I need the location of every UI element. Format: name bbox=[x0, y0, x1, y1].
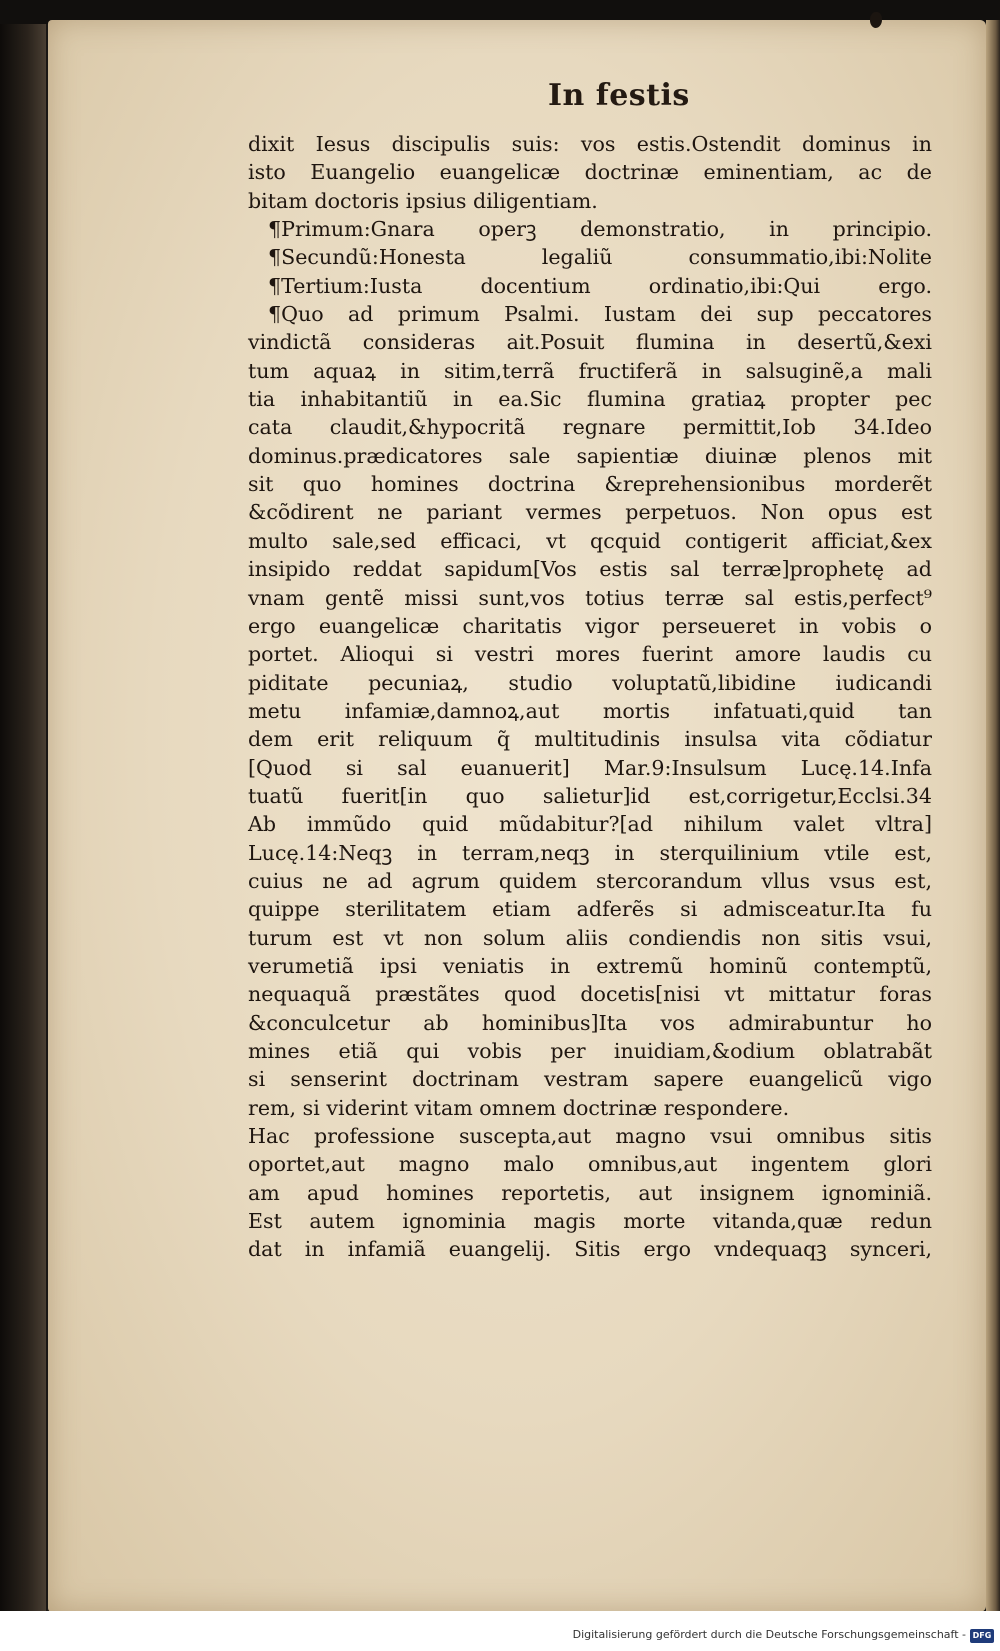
text-line: mines etiã qui vobis per inuidiam,&odium oblatrabãt bbox=[248, 1039, 932, 1063]
text-line: tum aquaꝝ in sitim,terrã fructiferã in salsuginẽ,a mali bbox=[248, 358, 932, 383]
text-line: Est autem ignominia magis morte vitanda,quæ redun bbox=[248, 1209, 932, 1234]
book-binding bbox=[0, 0, 46, 1651]
dfg-logo: DFG bbox=[970, 1629, 994, 1643]
body-text bbox=[248, 130, 932, 1264]
funding-notice: Digitalisierung gefördert durch die Deutsche Forschungsgemeinschaft - bbox=[572, 1628, 966, 1641]
text-line: tia inhabitantiũ in ea.Sic flumina gratiaꝝ propter pec bbox=[248, 387, 932, 412]
text-line: insipido reddat sapidum[Vos estis sal terræ]prophetę ad bbox=[248, 557, 932, 582]
text-line: cuius ne ad agrum quidem stercorandum vllus vsus est, bbox=[248, 868, 932, 893]
page-edge bbox=[986, 20, 1000, 1612]
text-line: Hac professione suscepta,aut magno vsui omnibus sitis bbox=[248, 1124, 932, 1149]
text-line: sit quo homines doctrina &reprehensionibus morderẽt bbox=[248, 472, 932, 497]
text-line: multo sale,sed efficaci, vt qcquid contigerit afficiat,&ex bbox=[248, 528, 932, 553]
text-line: ¶Secundũ:Honesta legaliũ consummatio,ibi:Nolite bbox=[268, 245, 932, 270]
text-line: vindictã consideras ait.Posuit flumina in desertũ,&exi bbox=[248, 330, 932, 355]
text-line: ¶Tertium:Iusta docentium ordinatio,ibi:Qui ergo. bbox=[268, 273, 932, 298]
running-head: In festis bbox=[548, 78, 690, 113]
text-line: am apud homines reportetis, aut insignem ignominiã. bbox=[248, 1180, 932, 1205]
text-line: dat in infamiã euangelij. Sitis ergo vndequaqꝫ synceri, bbox=[248, 1237, 932, 1262]
text-line: &cõdirent ne pariant vermes perpetuos. Non opus est bbox=[248, 500, 932, 525]
text-line: dixit Iesus discipulis suis: vos estis.Ostendit dominus in bbox=[248, 132, 932, 156]
text-line: cata claudit,&hypocritã regnare permittit,Iob 34.Ideo bbox=[248, 415, 932, 440]
text-line: dominus.prædicatores sale sapientiæ diuinæ plenos mit bbox=[248, 443, 932, 468]
text-line: Ab immũdo quid mũdabitur?[ad nihilum valet vltra] bbox=[248, 812, 932, 837]
text-line: rem, si viderint vitam omnem doctrinæ respondere. bbox=[248, 1095, 790, 1120]
text-line: si senserint doctrinam vestram sapere euangelicũ vigo bbox=[248, 1067, 932, 1092]
text-line: isto Euangelio euangelicæ doctrinæ eminentiam, ac de bbox=[248, 160, 932, 185]
text-line: &conculcetur ab hominibus]Ita vos admirabuntur ho bbox=[248, 1010, 932, 1035]
text-line: ¶Quo ad primum Psalmi. Iustam dei sup peccatores bbox=[268, 302, 932, 327]
text-line: bitam doctoris ipsius diligentiam. bbox=[248, 188, 598, 213]
text-line: nequaquã præstãtes quod docetis[nisi vt mittatur foras bbox=[248, 982, 932, 1007]
text-line: vnam gentẽ missi sunt,vos totius terræ sal estis,perfect⁹ bbox=[248, 585, 932, 610]
text-line: quippe sterilitatem etiam adferẽs si admisceatur.Ita fu bbox=[248, 897, 932, 922]
text-line: piditate pecuniaꝝ, studio voluptatũ,libidine iudicandi bbox=[248, 670, 932, 695]
text-line: tuatũ fuerit[in quo salietur]id est,corrigetur,Ecclsi.34 bbox=[248, 783, 932, 808]
digitization-footer bbox=[0, 1611, 1000, 1651]
text-line: Lucę.14:Neqꝫ in terram,neqꝫ in sterquilinium vtile est, bbox=[248, 840, 932, 865]
text-line: portet. Alioqui si vestri mores fuerint amore laudis cu bbox=[248, 642, 932, 667]
text-line: ¶Primum:Gnara operꝫ demonstratio, in principio. bbox=[268, 217, 932, 242]
text-line: [Quod si sal euanuerit] Mar.9:Insulsum Lucę.14.Infa bbox=[248, 755, 932, 780]
text-line: turum est vt non solum aliis condiendis non sitis vsui, bbox=[248, 925, 932, 950]
text-line: verumetiã ipsi veniatis in extremũ hominũ contemptũ, bbox=[248, 953, 932, 978]
text-line: metu infamiæ,damnoꝝ,aut mortis infatuati,quid tan bbox=[248, 698, 932, 723]
text-line: dem erit reliquum q̃ multitudinis insulsa vita cõdiatur bbox=[248, 727, 932, 752]
text-line: ergo euangelicæ charitatis vigor perseueret in vobis o bbox=[248, 613, 932, 638]
text-line: oportet,aut magno malo omnibus,aut ingentem glori bbox=[248, 1152, 932, 1177]
